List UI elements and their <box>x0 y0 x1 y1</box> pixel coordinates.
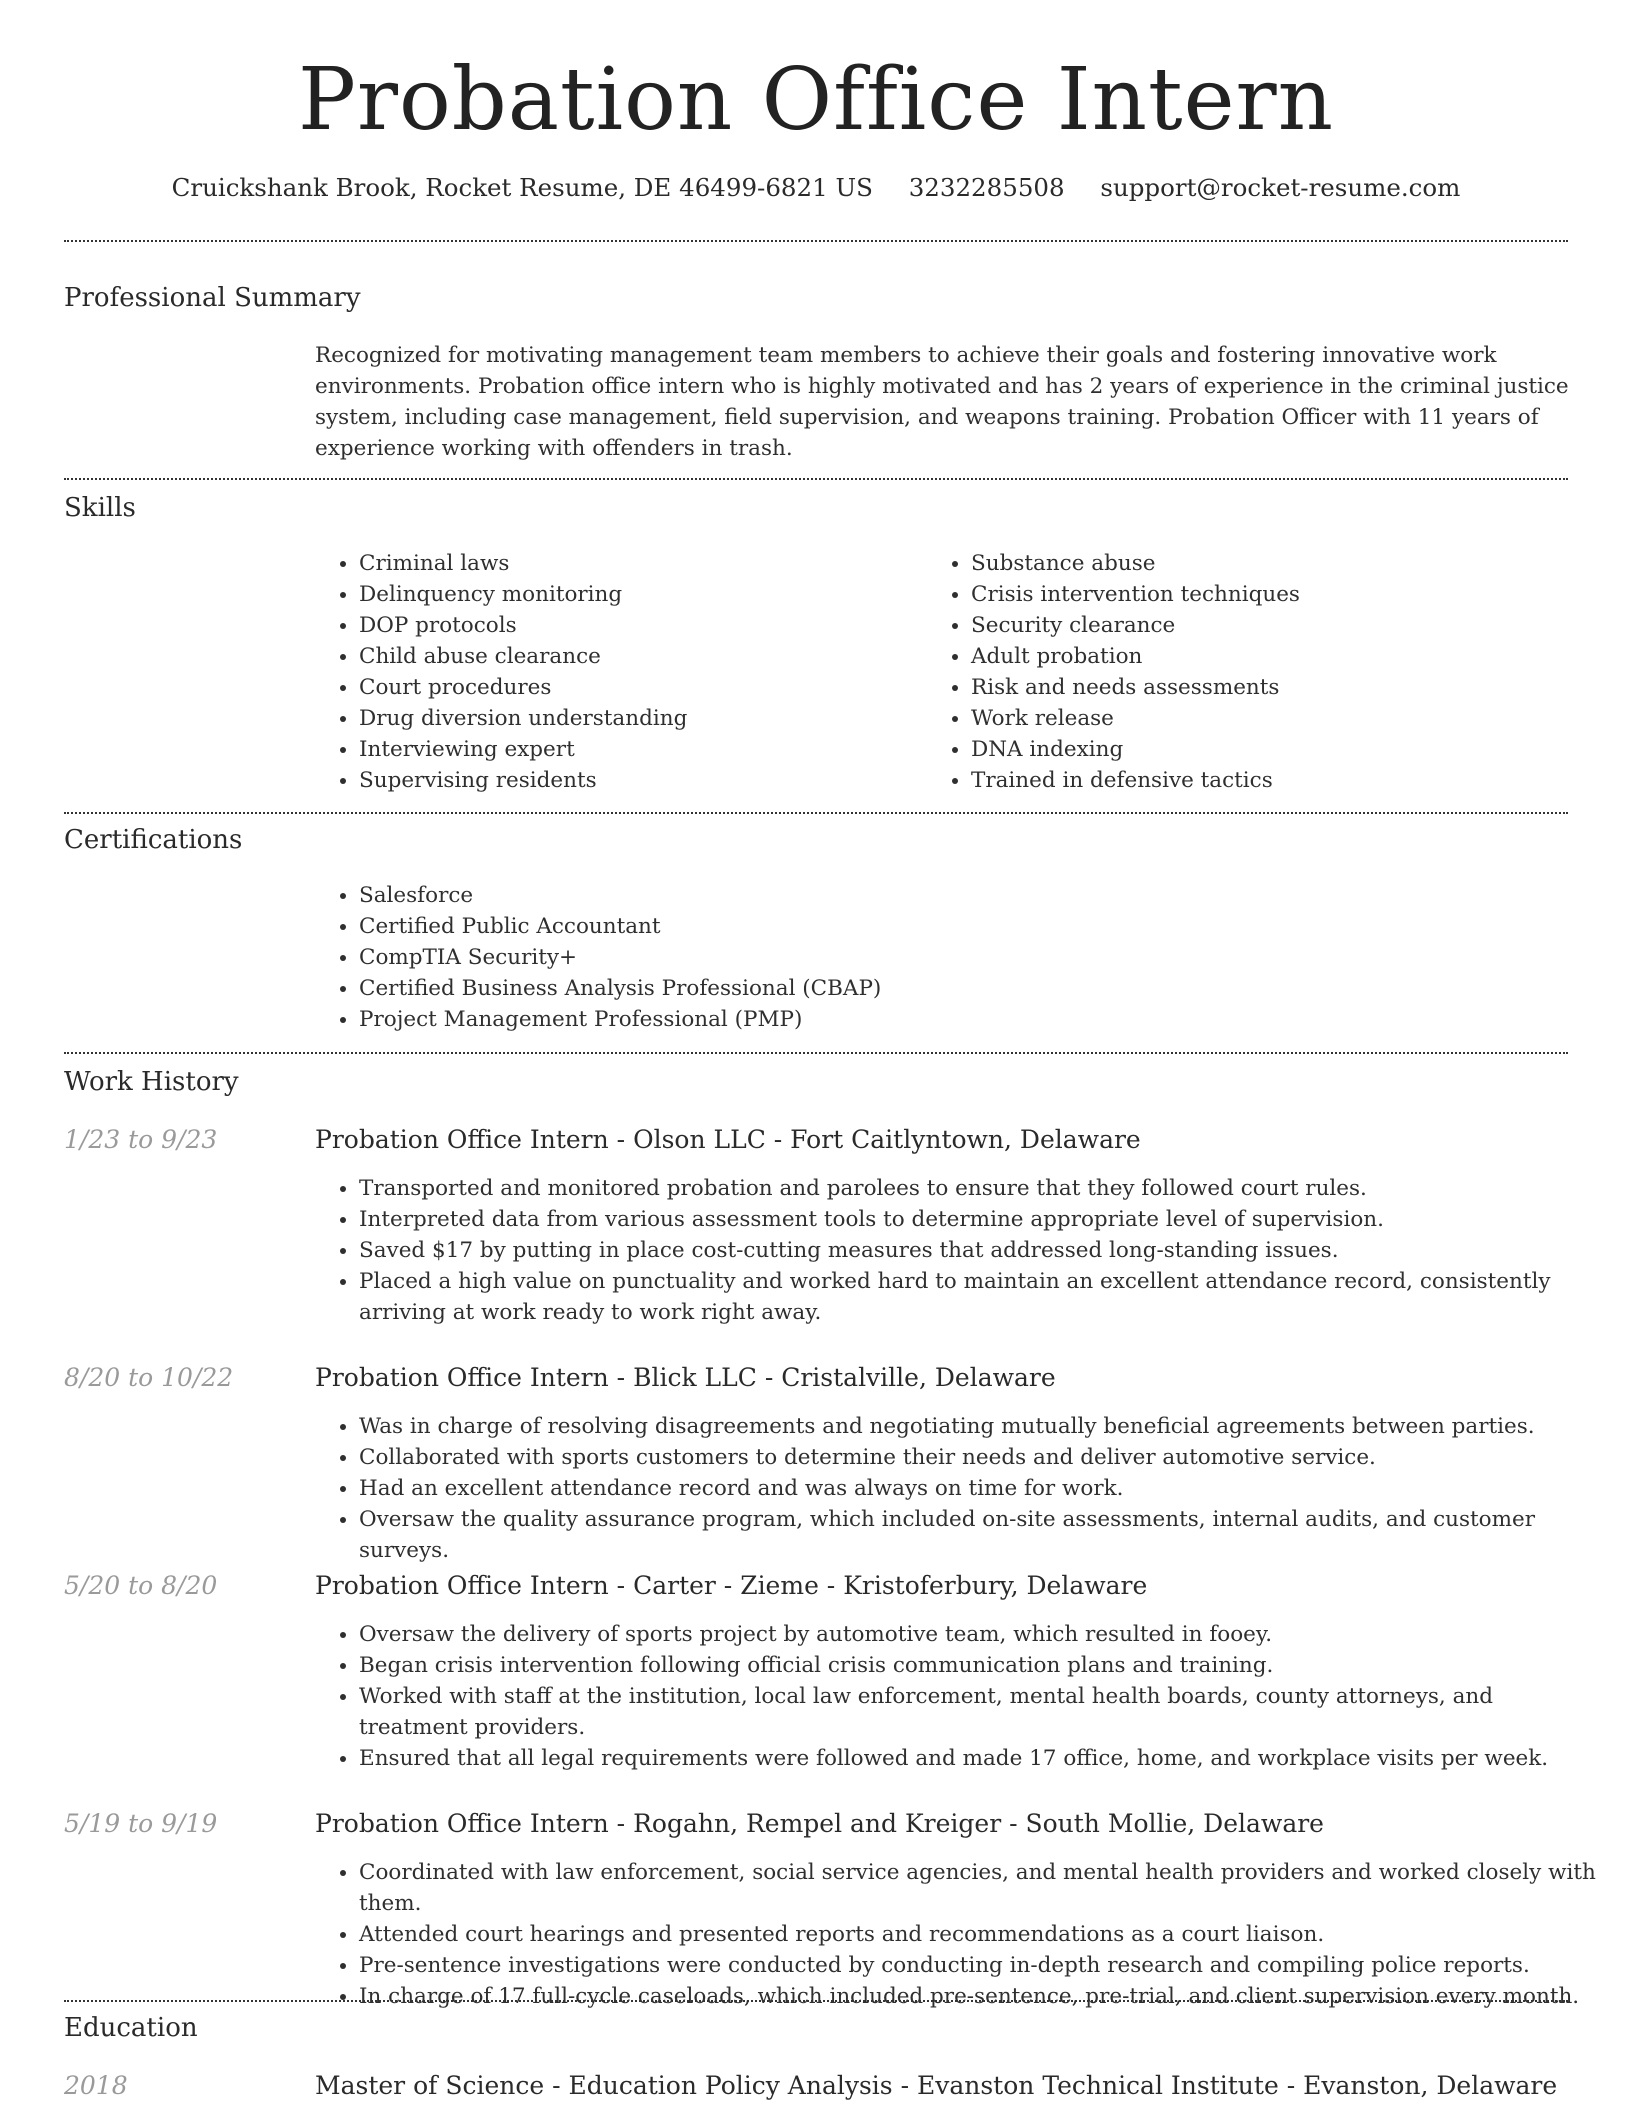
skill-item: • Interviewing expert <box>359 734 919 765</box>
job-title: Probation Office Intern - Carter - Zieme - Kristoferbury, Delaware <box>315 1571 1148 1600</box>
skill-item: • Delinquency monitoring <box>359 579 919 610</box>
job-bullet: • Oversaw the quality assurance program, which included on-site assessments, internal audits, and customer surveys. <box>359 1504 1619 1566</box>
skills-list-left <box>315 548 919 796</box>
section-heading-certifications: Certifications <box>64 825 243 855</box>
job-bullets <box>315 1173 1589 1328</box>
section-divider <box>64 2000 1568 2002</box>
candidate-name: Probation Office Intern <box>297 50 1335 150</box>
education-title: Master of Science - Education Policy Analysis - Evanston Technical Institute - Evanston, Delaware <box>315 2071 1558 2100</box>
job-bullet: • Had an excellent attendance record and was always on time for work. <box>359 1473 1619 1504</box>
skill-item: • Adult probation <box>971 641 1571 672</box>
section-divider <box>64 478 1568 480</box>
skill-item: • Drug diversion understanding <box>359 703 919 734</box>
job-bullet: • Oversaw the delivery of sports project by automotive team, which resulted in fooey. <box>359 1619 1589 1650</box>
section-divider <box>64 812 1568 814</box>
job-title: Probation Office Intern - Rogahn, Rempel and Kreiger - South Mollie, Delaware <box>315 1809 1324 1838</box>
section-heading-summary: Professional Summary <box>64 283 361 313</box>
skill-item: • DOP protocols <box>359 610 919 641</box>
skill-item: • Supervising residents <box>359 765 919 796</box>
skill-item: • Trained in defensive tactics <box>971 765 1571 796</box>
job-dates: 1/23 to 9/23 <box>64 1125 218 1154</box>
skill-item: • Security clearance <box>971 610 1571 641</box>
job-bullet: • Was in charge of resolving disagreements and negotiating mutually beneficial agreements between parties. <box>359 1411 1619 1442</box>
education-year: 2018 <box>64 2071 128 2100</box>
job-title: Probation Office Intern - Olson LLC - Fort Caitlyntown, Delaware <box>315 1125 1141 1154</box>
section-divider <box>64 1052 1568 1054</box>
job-dates: 5/19 to 9/19 <box>64 1809 218 1838</box>
job-bullets <box>315 1619 1589 1774</box>
certification-item: • CompTIA Security+ <box>359 942 1559 973</box>
job-bullet: • Transported and monitored probation and parolees to ensure that they followed court rules. <box>359 1173 1589 1204</box>
certification-item: • Certified Public Accountant <box>359 911 1559 942</box>
contact-line <box>0 168 1632 208</box>
contact-address: Cruickshank Brook, Rocket Resume, DE 46499-6821 US <box>171 173 873 202</box>
job-bullet: • Coordinated with law enforcement, social service agencies, and mental health providers and worked closely with them. <box>359 1857 1619 1919</box>
certification-item: • Salesforce <box>359 880 1559 911</box>
job-bullet: • Attended court hearings and presented reports and recommendations as a court liaison. <box>359 1919 1619 1950</box>
skill-item: • Crisis intervention techniques <box>971 579 1571 610</box>
certification-item: • Certified Business Analysis Professional (CBAP) <box>359 973 1559 1004</box>
skill-item: • Risk and needs assessments <box>971 672 1571 703</box>
skill-item: • Court procedures <box>359 672 919 703</box>
job-bullet: • Saved $17 by putting in place cost-cutting measures that addressed long-standing issues. <box>359 1235 1589 1266</box>
job-bullet: • Collaborated with sports customers to determine their needs and deliver automotive service. <box>359 1442 1619 1473</box>
skill-item: • Child abuse clearance <box>359 641 919 672</box>
job-dates: 5/20 to 8/20 <box>64 1571 218 1600</box>
job-bullet: • In charge of 17 full-cycle caseloads, which included pre-sentence, pre-trial, and client supervision every month. <box>359 1981 1619 2012</box>
contact-email: support@rocket-resume.com <box>1100 173 1461 202</box>
skill-item: • DNA indexing <box>971 734 1571 765</box>
summary-text: Recognized for motivating management team members to achieve their goals and fostering innovative work environments. Probation office intern who is highly motivated and has 2 years of experience in the criminal justice system, including case management, field supervision, and weapons training. Probation Officer with 11 years of experience working with offenders in trash. <box>315 343 1569 461</box>
certifications-list <box>315 880 1559 1035</box>
job-bullet: • Began crisis intervention following official crisis communication plans and training. <box>359 1650 1589 1681</box>
section-divider <box>64 240 1568 242</box>
job-bullets <box>315 1411 1619 1566</box>
skill-item: • Criminal laws <box>359 548 919 579</box>
skill-item: • Substance abuse <box>971 548 1571 579</box>
job-dates: 8/20 to 10/22 <box>64 1363 234 1392</box>
section-heading-skills: Skills <box>64 493 136 523</box>
skills-list-right <box>927 548 1571 796</box>
job-bullets <box>315 1857 1619 2012</box>
job-bullet: • Interpreted data from various assessment tools to determine appropriate level of supervision. <box>359 1204 1589 1235</box>
certification-item: • Project Management Professional (PMP) <box>359 1004 1559 1035</box>
job-bullet: • Pre-sentence investigations were conducted by conducting in-depth research and compiling police reports. <box>359 1950 1619 1981</box>
contact-phone: 3232285508 <box>908 173 1065 202</box>
section-heading-work-history: Work History <box>64 1067 239 1097</box>
job-bullet: • Worked with staff at the institution, local law enforcement, mental health boards, county attorneys, and treatment providers. <box>359 1681 1589 1743</box>
job-bullet: • Ensured that all legal requirements were followed and made 17 office, home, and workplace visits per week. <box>359 1743 1589 1774</box>
skill-item: • Work release <box>971 703 1571 734</box>
section-heading-education: Education <box>64 2013 198 2043</box>
job-title: Probation Office Intern - Blick LLC - Cristalville, Delaware <box>315 1363 1056 1392</box>
job-bullet: • Placed a high value on punctuality and worked hard to maintain an excellent attendance record, consistently arriving at work ready to work right away. <box>359 1266 1589 1328</box>
